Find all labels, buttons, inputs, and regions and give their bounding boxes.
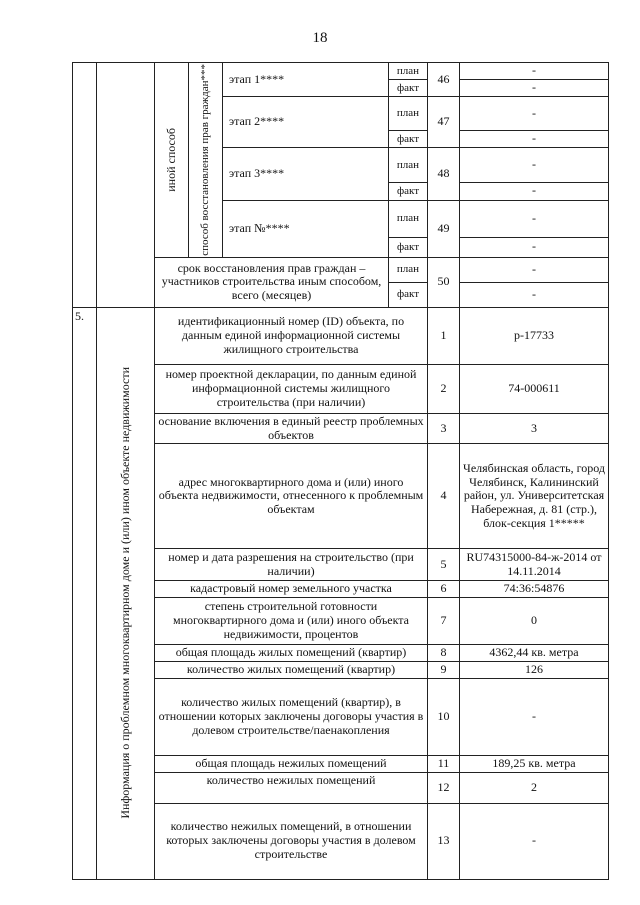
stage-n-fact: -: [460, 237, 609, 257]
row-label-12: количество нежилых помещений: [155, 772, 428, 803]
row-num-10: 10: [428, 678, 460, 755]
other-method-cell: [155, 63, 189, 258]
stage-3-label: этап 3****: [223, 147, 389, 200]
row-num-1: 1: [428, 307, 460, 364]
restoration-method-label: способ восстановления прав граждан***: [199, 64, 212, 256]
section5-index: 5.: [73, 307, 97, 879]
fact-label: факт: [389, 182, 428, 200]
stage-2-fact: -: [460, 130, 609, 147]
row-value-13: -: [460, 803, 609, 879]
row-label-8: общая площадь жилых помещений (квартир): [155, 645, 428, 662]
row-value-5: RU74315000-84-ж-2014 от 14.11.2014: [460, 549, 609, 581]
row-label-3: основание включения в единый реестр проблемных объектов: [155, 413, 428, 444]
fact-label: факт: [389, 130, 428, 147]
stage-3-num: 48: [428, 147, 460, 200]
row-num-9: 9: [428, 661, 460, 678]
row-value-9: 126: [460, 661, 609, 678]
stage-2-plan: -: [460, 97, 609, 131]
plan-label: план: [389, 147, 428, 182]
row-value-12: 2: [460, 772, 609, 803]
row-num-2: 2: [428, 364, 460, 413]
section4-index-cell: [73, 63, 97, 308]
section5-vertical-cell: [97, 307, 155, 879]
other-method-label: иной способ: [163, 127, 178, 192]
row-label-2: номер проектной декларации, по данным единой информационной системы жилищного строительства (при наличии): [155, 364, 428, 413]
fact-label: факт: [389, 282, 428, 307]
row-value-8: 4362,44 кв. метра: [460, 645, 609, 662]
page-number: 18: [312, 30, 328, 46]
stage-1-num: 46: [428, 63, 460, 97]
stage-1-plan: -: [460, 63, 609, 80]
stage-1-label: этап 1****: [223, 63, 389, 97]
row-value-6: 74:36:54876: [460, 581, 609, 598]
restoration-term-fact: -: [460, 282, 609, 307]
stage-n-label: этап №****: [223, 200, 389, 257]
row-value-2: 74-000611: [460, 364, 609, 413]
restoration-term-num: 50: [428, 257, 460, 307]
plan-label: план: [389, 200, 428, 237]
row-label-7: степень строительной готовности многоквартирного дома и (или) иного объекта недвижимости, процентов: [155, 598, 428, 645]
plan-label: план: [389, 257, 428, 282]
document-table: [72, 62, 609, 880]
plan-label: план: [389, 63, 428, 80]
stage-3-fact: -: [460, 182, 609, 200]
stage-3-plan: -: [460, 147, 609, 182]
row-value-3: 3: [460, 413, 609, 444]
section5-vertical-label: Информация о проблемном многоквартирном доме и (или) ином объекте недвижимости: [117, 367, 132, 819]
fact-label: факт: [389, 237, 428, 257]
row-num-11: 11: [428, 755, 460, 772]
row-label-5: номер и дата разрешения на строительство (при наличии): [155, 549, 428, 581]
row-value-10: -: [460, 678, 609, 755]
restoration-term-label: срок восстановления прав граждан – участников строительства иным способом, всего (месяцев): [155, 257, 389, 307]
row-value-11: 189,25 кв. метра: [460, 755, 609, 772]
row-num-3: 3: [428, 413, 460, 444]
row-label-1: идентификационный номер (ID) объекта, по данным единой информационной системы жилищного строительства: [155, 307, 428, 364]
row-label-10: количество жилых помещений (квартир), в отношении которых заключены договоры участия в долевом строительстве/паенакопления: [155, 678, 428, 755]
stage-1-fact: -: [460, 80, 609, 97]
row-num-5: 5: [428, 549, 460, 581]
row-label-13: количество нежилых помещений, в отношении которых заключены договоры участия в долевом строительстве: [155, 803, 428, 879]
row-label-11: общая площадь нежилых помещений: [155, 755, 428, 772]
row-label-9: количество жилых помещений (квартир): [155, 661, 428, 678]
row-value-1: р-17733: [460, 307, 609, 364]
row-num-8: 8: [428, 645, 460, 662]
row-num-7: 7: [428, 598, 460, 645]
row-num-13: 13: [428, 803, 460, 879]
plan-label: план: [389, 97, 428, 131]
row-value-7: 0: [460, 598, 609, 645]
row-value-4: Челябинская область, город Челябинск, Калининский район, ул. Университетская Набережная, д. 81 (стр.), блок-секция 1*****: [460, 444, 609, 549]
stage-n-num: 49: [428, 200, 460, 257]
row-label-4: адрес многоквартирного дома и (или) иного объекта недвижимости, отнесенного к проблемным объектам: [155, 444, 428, 549]
stage-n-plan: -: [460, 200, 609, 237]
section4-left-cell: [97, 63, 155, 308]
fact-label: факт: [389, 80, 428, 97]
restoration-term-plan: -: [460, 257, 609, 282]
row-num-12: 12: [428, 772, 460, 803]
row-label-6: кадастровый номер земельного участка: [155, 581, 428, 598]
restoration-method-cell: [189, 63, 223, 258]
stage-2-num: 47: [428, 97, 460, 148]
row-num-6: 6: [428, 581, 460, 598]
row-num-4: 4: [428, 444, 460, 549]
stage-2-label: этап 2****: [223, 97, 389, 148]
